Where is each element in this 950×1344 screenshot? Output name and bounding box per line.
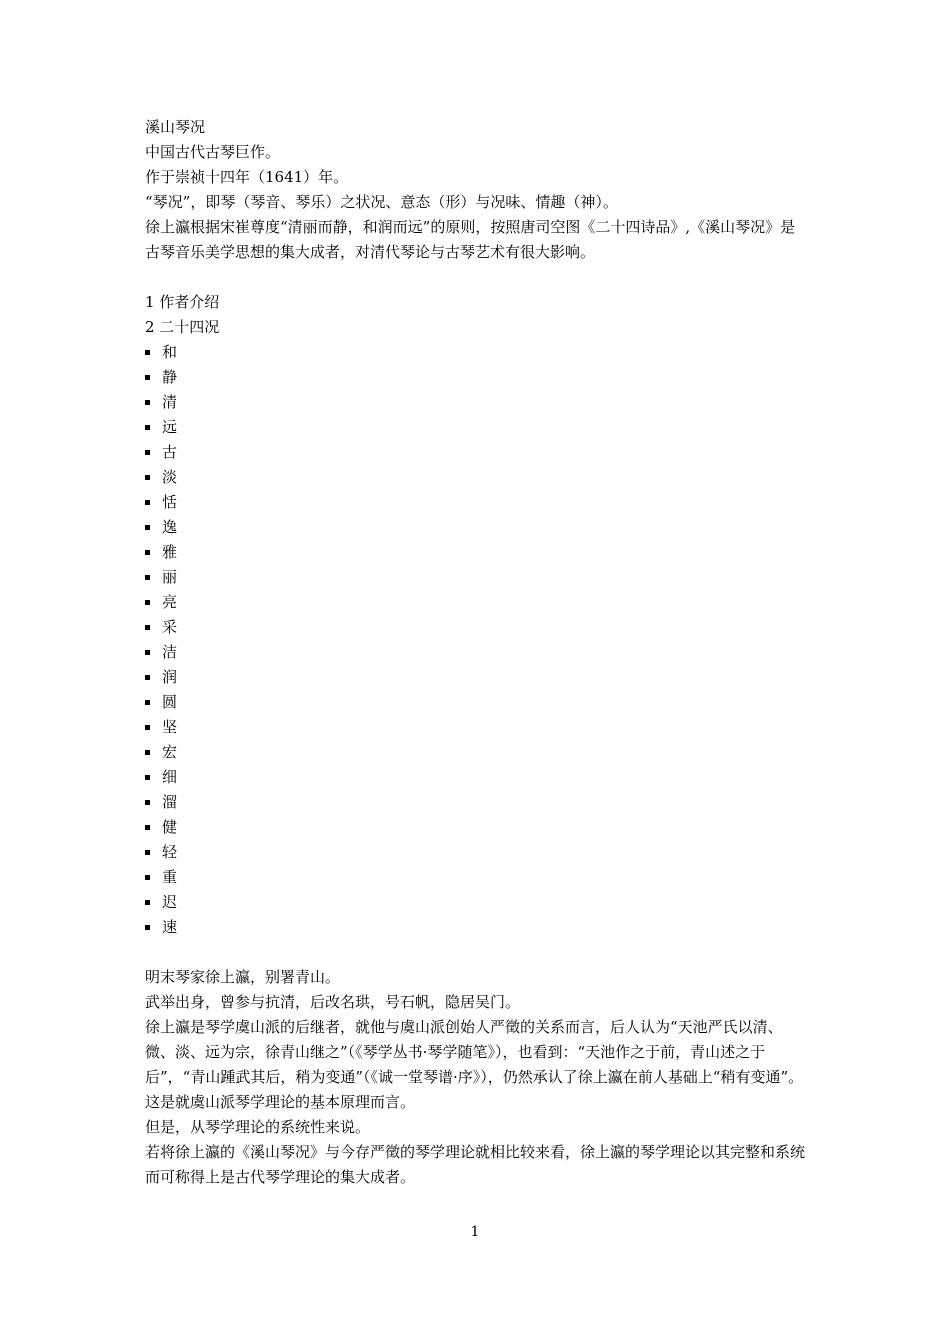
bullet-icon	[145, 825, 150, 830]
author-paragraph: 这是就虞山派琴学理论的基本原理而言。	[145, 1093, 416, 1111]
list-item	[145, 890, 810, 915]
author-paragraph: 武举出身，曾参与抗清，后改名珙，号石帆，隐居吴门。	[145, 993, 521, 1011]
list-item-label: 和	[162, 343, 178, 361]
list-item	[145, 590, 810, 615]
list-item	[145, 715, 810, 740]
list-item-label: 采	[162, 618, 178, 636]
list-item-label: 丽	[162, 568, 178, 586]
list-item	[145, 690, 810, 715]
list-item	[145, 340, 810, 365]
list-item	[145, 615, 810, 640]
list-item-label: 轻	[162, 843, 178, 861]
bullet-icon	[145, 475, 150, 480]
list-item	[145, 815, 810, 840]
list-item-label: 洁	[162, 643, 178, 661]
author-paragraph: 徐上瀛是琴学虞山派的后继者，就他与虞山派创始人严徵的关系而言，后人认为“天池严氏以清、微、淡、远为宗，徐青山继之”（《琴学丛书·琴学随笔》），也看到：“天池作之于前，青山述之于后”，“青山踵武其后，稍为变通”（《诚一堂琴谱·序》），仍然承认了徐上瀛在前人基础上“稍有变通”。	[145, 1018, 804, 1086]
twenty-four-list	[145, 340, 810, 940]
list-item	[145, 440, 810, 465]
list-item	[145, 565, 810, 590]
list-item-label: 坚	[162, 718, 178, 736]
bullet-icon	[145, 900, 150, 905]
list-item-label: 古	[162, 443, 178, 461]
list-item-label: 溜	[162, 793, 178, 811]
list-item-label: 迟	[162, 893, 178, 911]
bullet-icon	[145, 375, 150, 380]
intro-line: 中国古代古琴巨作。	[145, 143, 281, 161]
list-item-label: 细	[162, 768, 178, 786]
bullet-icon	[145, 725, 150, 730]
bullet-icon	[145, 875, 150, 880]
list-item	[145, 640, 810, 665]
bullet-icon	[145, 925, 150, 930]
bullet-icon	[145, 775, 150, 780]
author-paragraph: 但是，从琴学理论的系统性来说。	[145, 1118, 371, 1136]
list-item	[145, 365, 810, 390]
list-item	[145, 415, 810, 440]
list-item	[145, 865, 810, 890]
bullet-icon	[145, 700, 150, 705]
toc-item: 2 二十四况	[145, 318, 220, 336]
list-item	[145, 390, 810, 415]
bullet-icon	[145, 350, 150, 355]
bullet-icon	[145, 550, 150, 555]
spacer	[145, 265, 810, 290]
bullet-icon	[145, 450, 150, 455]
list-item	[145, 790, 810, 815]
list-item-label: 远	[162, 418, 178, 436]
list-item-label: 雅	[162, 543, 178, 561]
list-item-label: 宏	[162, 743, 178, 761]
bullet-icon	[145, 650, 150, 655]
bullet-icon	[145, 850, 150, 855]
intro-line: 徐上瀛根据宋崔尊度“清丽而静，和润而远”的原则，按照唐司空图《二十四诗品》,《溪山琴况》是古琴音乐美学思想的集大成者，对清代琴论与古琴艺术有很大影响。	[145, 218, 796, 261]
bullet-icon	[145, 750, 150, 755]
bullet-icon	[145, 600, 150, 605]
list-item	[145, 840, 810, 865]
list-item-label: 润	[162, 668, 178, 686]
document-title: 溪山琴况	[145, 118, 206, 136]
document-body	[145, 115, 810, 1190]
bullet-icon	[145, 425, 150, 430]
list-item	[145, 740, 810, 765]
bullet-icon	[145, 525, 150, 530]
list-item-label: 圆	[162, 693, 178, 711]
list-item-label: 亮	[162, 593, 178, 611]
list-item	[145, 665, 810, 690]
bullet-icon	[145, 400, 150, 405]
author-paragraph: 若将徐上瀛的《溪山琴况》与今存严徵的琴学理论就相比较来看，徐上瀛的琴学理论以其完整和系统而可称得上是古代琴学理论的集大成者。	[145, 1143, 806, 1186]
bullet-icon	[145, 675, 150, 680]
list-item-label: 重	[162, 868, 178, 886]
intro-line: 作于崇祯十四年（1641）年。	[145, 168, 349, 186]
list-item-label: 恬	[162, 493, 178, 511]
list-item-label: 速	[162, 918, 178, 936]
list-item-label: 淡	[162, 468, 178, 486]
spacer	[145, 940, 810, 965]
list-item	[145, 765, 810, 790]
list-item-label: 健	[162, 818, 178, 836]
bullet-icon	[145, 500, 150, 505]
list-item	[145, 540, 810, 565]
toc-item: 1 作者介绍	[145, 293, 220, 311]
page-number: 1	[470, 1224, 480, 1240]
list-item-label: 逸	[162, 518, 178, 536]
bullet-icon	[145, 575, 150, 580]
intro-line: “琴况”，即琴（琴音、琴乐）之状况、意态（形）与况味、情趣（神）。	[145, 193, 618, 211]
author-paragraph: 明末琴家徐上瀛，别署青山。	[145, 968, 341, 986]
bullet-icon	[145, 625, 150, 630]
list-item-label: 静	[162, 368, 178, 386]
list-item	[145, 490, 810, 515]
list-item	[145, 915, 810, 940]
list-item-label: 清	[162, 393, 178, 411]
bullet-icon	[145, 800, 150, 805]
list-item	[145, 515, 810, 540]
list-item	[145, 465, 810, 490]
